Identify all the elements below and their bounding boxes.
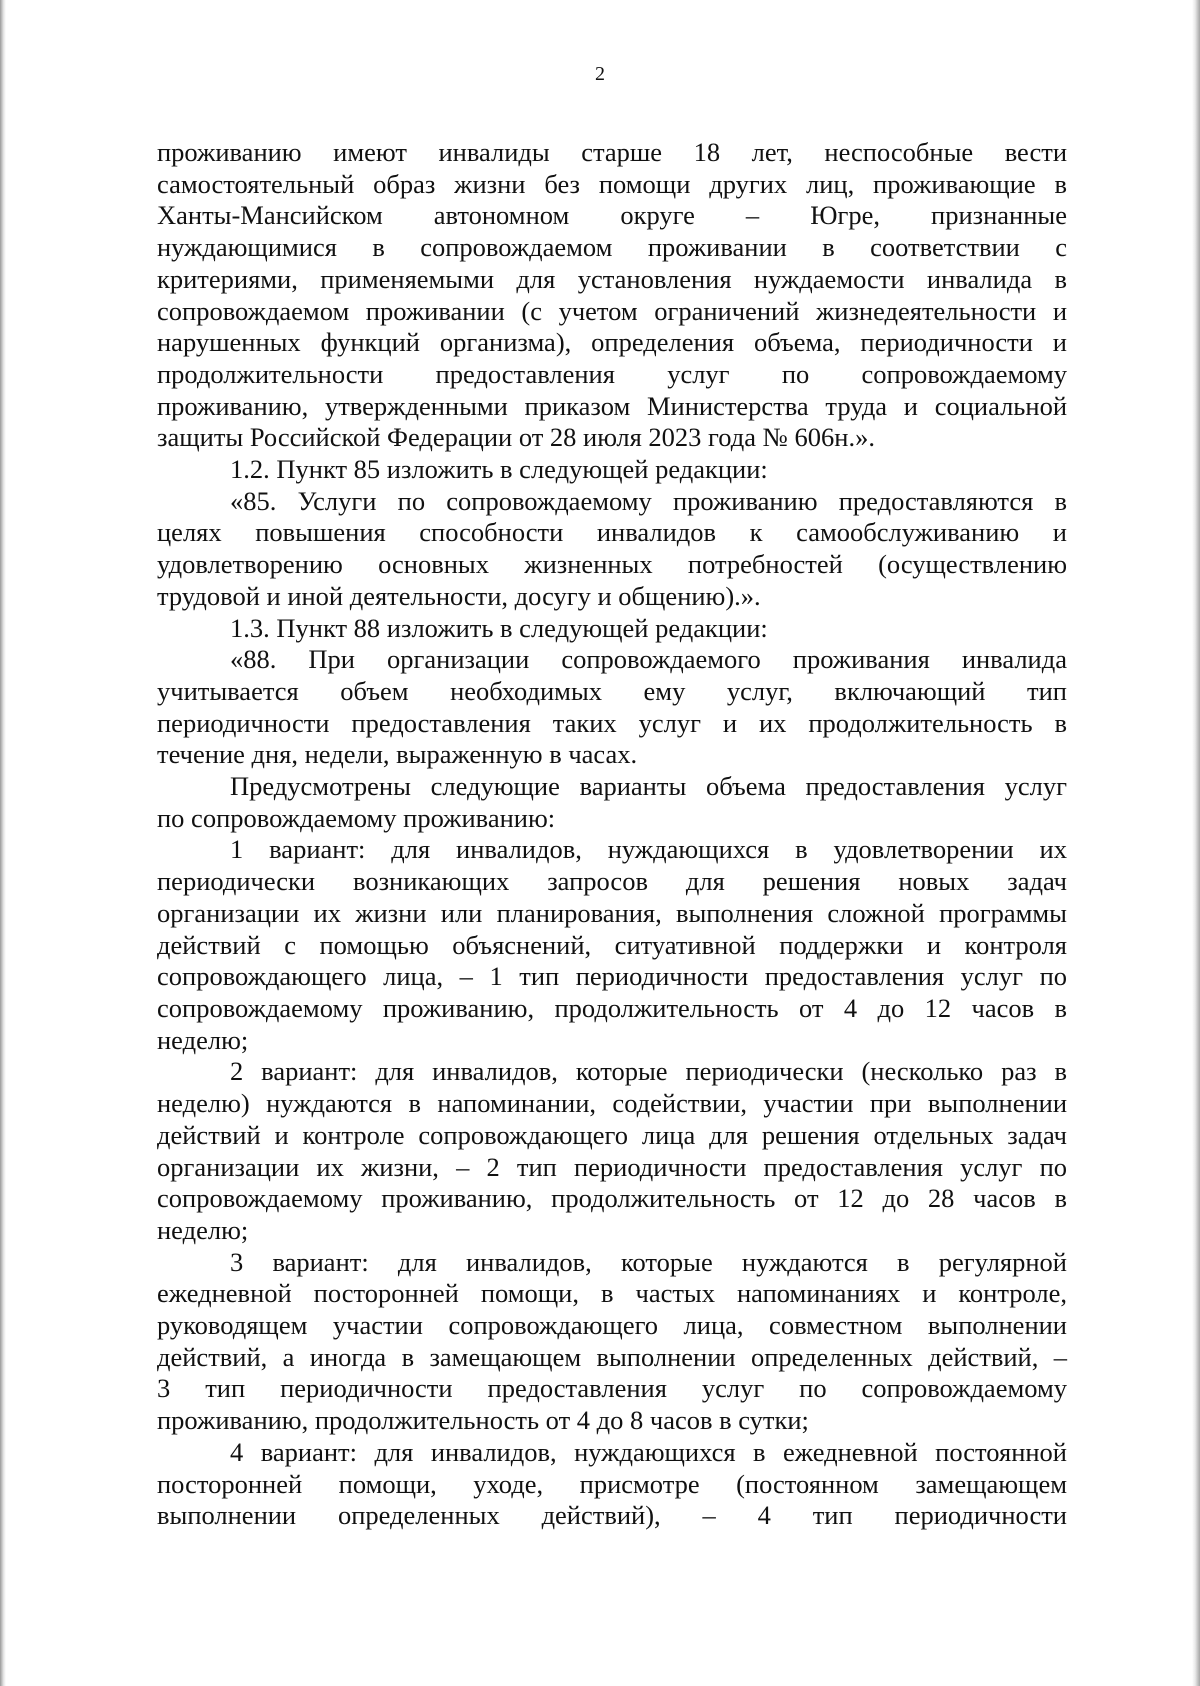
paragraph [157,1437,1067,1532]
text-line: неделю; [157,1214,249,1245]
text-line: Предусмотрены следующие варианты объема предоставления услуг [230,771,1067,802]
text-line: ежедневной посторонней помощи, в частых напоминаниях и контроле, [157,1278,1067,1309]
paragraph [157,771,1067,834]
text-line: сопровождаемому проживанию, продолжительность от 12 до 28 часов в [157,1183,1067,1214]
text-line: посторонней помощи, уходе, присмотре (постоянном замещающем [157,1468,1067,1499]
scan-edge-left [0,0,6,1686]
text-line: неделю; [157,1024,249,1055]
paragraph [157,1056,1067,1246]
text-line: сопровождаемому проживанию, продолжительность от 4 до 12 часов в [157,992,1067,1023]
paragraph [157,137,1067,454]
text-line: сопровождаемом проживании (с учетом ограничений жизнедеятельности и [157,295,1067,326]
paragraph [157,644,1067,771]
text-line: критериями, применяемыми для установления нуждаемости инвалида в [157,263,1067,294]
text-line: действий и контроле сопровождающего лица для решения отдельных задач [157,1119,1067,1150]
text-line: проживанию имеют инвалиды старше 18 лет, неспособные вести [157,137,1067,167]
text-line: «88. При организации сопровождаемого проживания инвалида [230,644,1067,675]
text-line: действий, а иногда в замещающем выполнении определенных действий, – [157,1341,1067,1372]
text-line: выполнении определенных действий), – 4 тип периодичности [157,1500,1067,1531]
text-line: неделю) нуждаются в напоминании, содействии, участии при выполнении [157,1088,1067,1119]
text-line: течение дня, недели, выраженную в часах. [157,739,638,770]
text-line: проживанию, утвержденными приказом Министерства труда и социальной [157,390,1067,421]
text-line: периодичности предоставления таких услуг и их продолжительность в [157,707,1067,738]
text-line: продолжительности предоставления услуг по сопровождаемому [157,358,1067,389]
text-line: нарушенных функций организма), определения объема, периодичности и [157,327,1067,358]
text-line: трудовой и иной деятельности, досугу и общению).». [157,580,761,611]
text-line: «85. Услуги по сопровождаемому проживанию предоставляются в [230,485,1067,516]
text-line: 1 вариант: для инвалидов, нуждающихся в удовлетворении их [230,834,1067,865]
text-line: периодически возникающих запросов для решения новых задач [157,866,1067,897]
scan-edge-right [1192,0,1200,1686]
text-line: сопровождающего лица, – 1 тип периодичности предоставления услуг по [157,961,1067,992]
text-line: 3 вариант: для инвалидов, которые нуждаются в регулярной [230,1246,1067,1277]
text-line: защиты Российской Федерации от 28 июля 2023 года № 606н.». [157,422,875,453]
text-line: целях повышения способности инвалидов к самообслуживанию и [157,517,1067,548]
text-line: учитывается объем необходимых ему услуг, включающий тип [157,675,1067,706]
paragraph [157,613,1067,645]
text-line: 3 тип периодичности предоставления услуг по сопровождаемому [157,1373,1067,1404]
paragraph [157,834,1067,1056]
text-line: 4 вариант: для инвалидов, нуждающихся в ежедневной постоянной [230,1436,1067,1467]
text-line: проживанию, продолжительность от 4 до 8 часов в сутки; [157,1405,809,1436]
text-line: руководящем участии сопровождающего лица, совместном выполнении [157,1310,1067,1341]
paragraph [157,486,1067,613]
paragraph [157,1247,1067,1437]
text-line: организации их жизни или планирования, выполнения сложной программы [157,897,1067,928]
text-line: нуждающимися в сопровождаемом проживании в соответствии с [157,232,1067,263]
text-line: самостоятельный образ жизни без помощи других лиц, проживающие в [157,168,1067,199]
paragraph [157,454,1067,486]
text-line: удовлетворению основных жизненных потребностей (осуществлению [157,549,1067,580]
text-line: организации их жизни, – 2 тип периодичности предоставления услуг по [157,1151,1067,1182]
text-line: 1.3. Пункт 88 изложить в следующей редакции: [230,612,768,643]
page-number: 2 [595,63,605,85]
text-line: по сопровождаемому проживанию: [157,802,556,833]
text-line: 2 вариант: для инвалидов, которые периодически (несколько раз в [230,1056,1067,1087]
text-line: действий с помощью объяснений, ситуативной поддержки и контроля [157,929,1067,960]
text-line: Ханты-Мансийском автономном округе – Югре, признанные [157,200,1067,231]
document-body [157,137,1067,1532]
text-line: 1.2. Пункт 85 изложить в следующей редакции: [230,454,768,485]
